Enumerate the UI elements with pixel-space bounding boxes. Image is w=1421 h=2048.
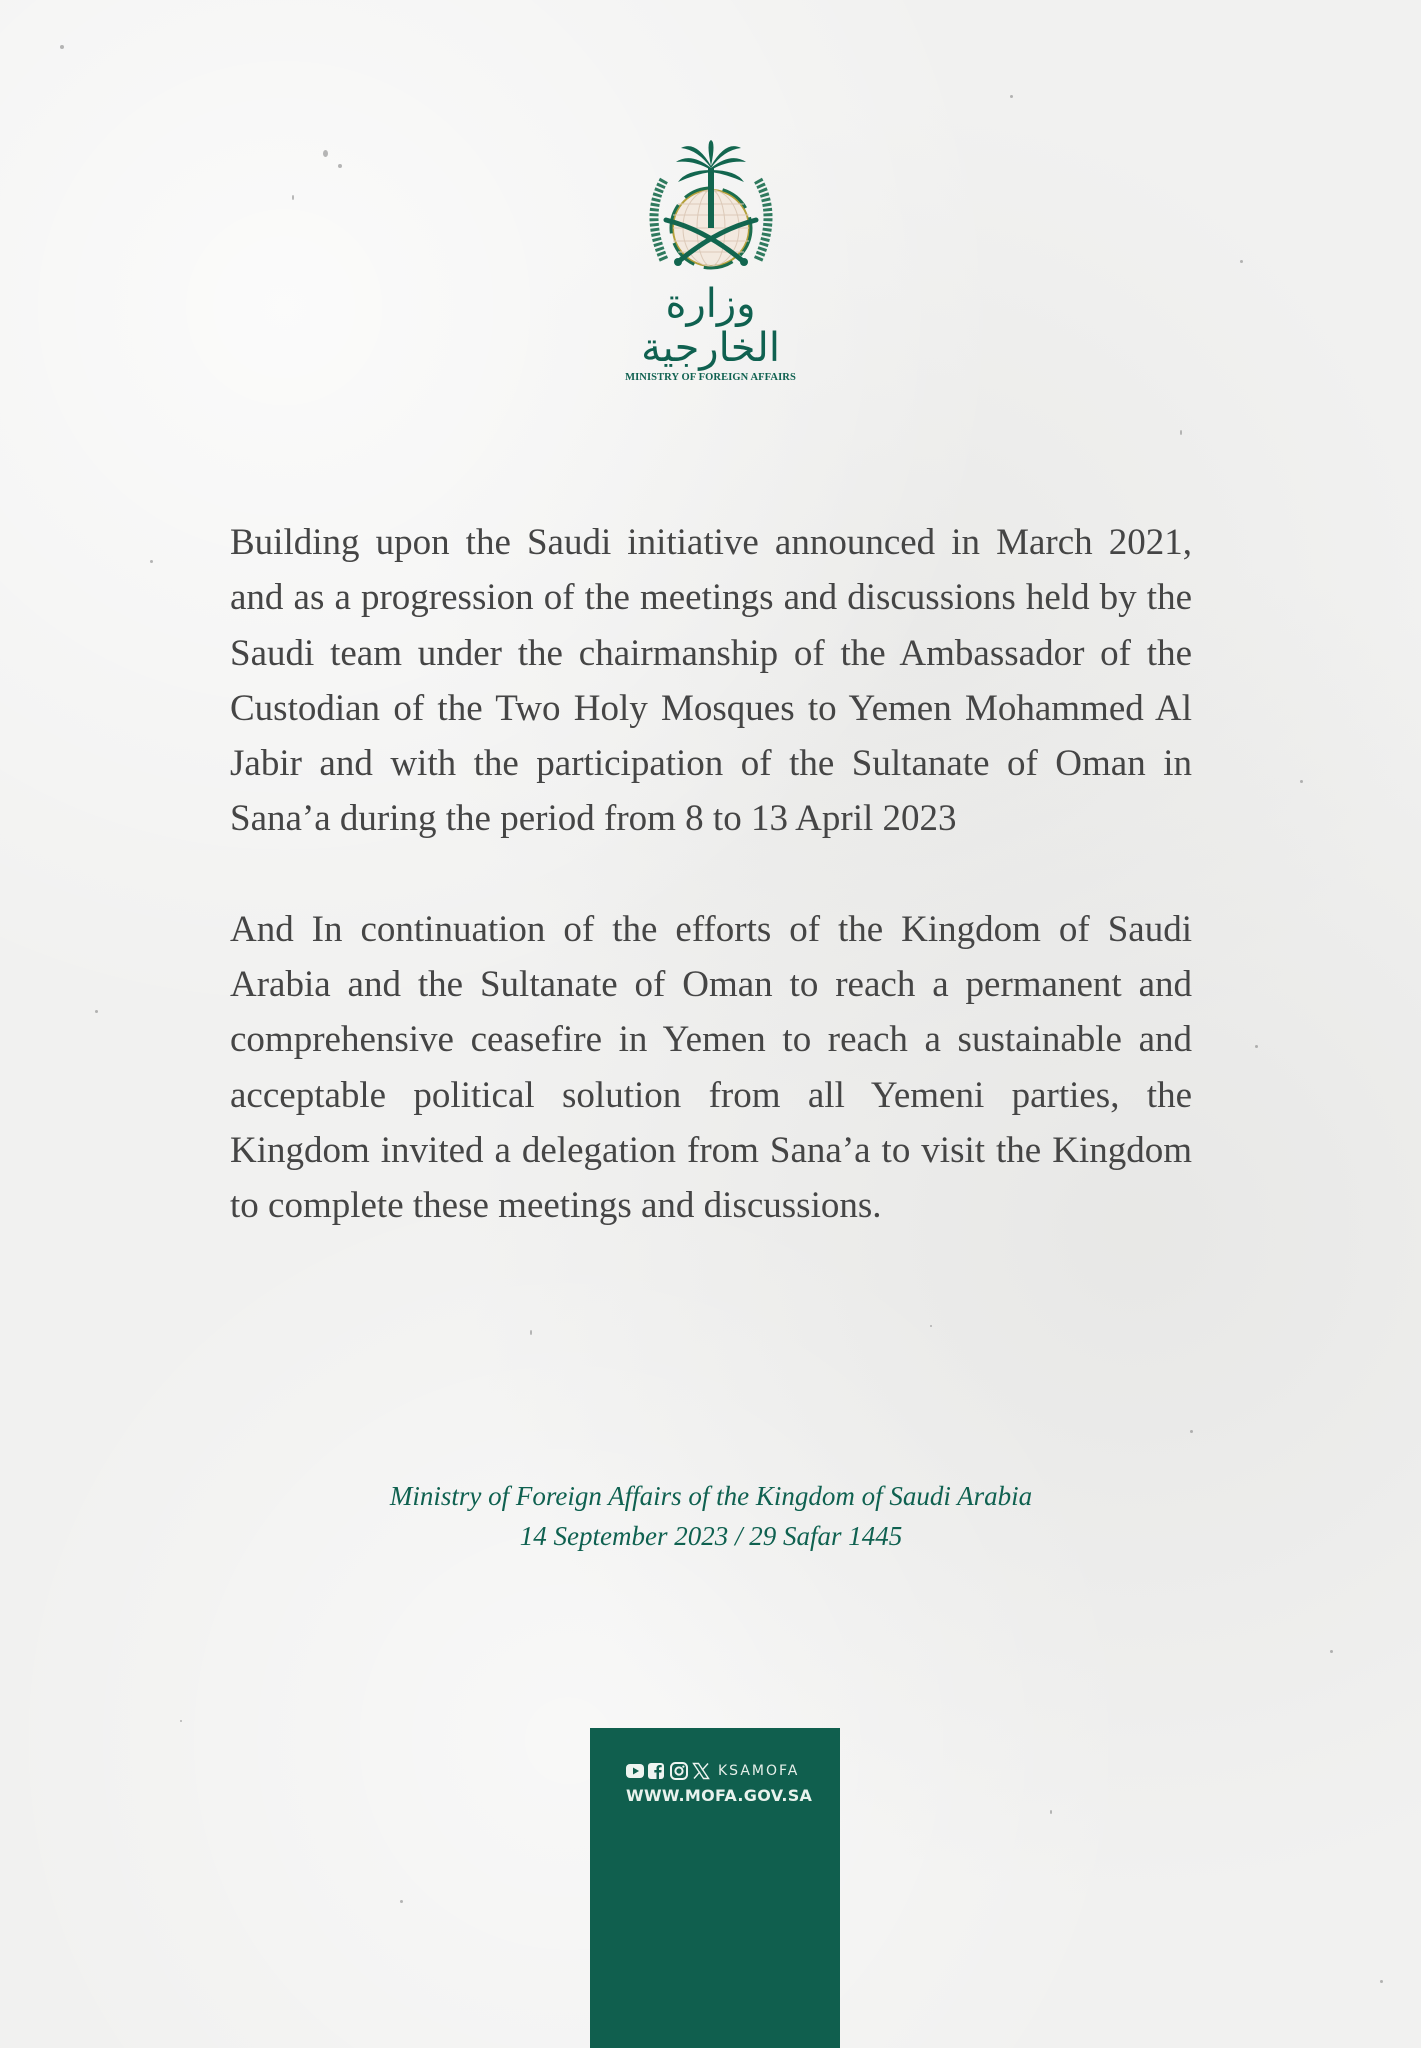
- statement-body: [230, 515, 1192, 1234]
- facebook-icon[interactable]: [648, 1762, 666, 1780]
- ministry-logo: [600, 140, 821, 383]
- footer-contact-block: [590, 1728, 840, 2048]
- emblem-icon: [636, 140, 786, 280]
- social-links: [626, 1762, 799, 1780]
- ministry-arabic-name: وزارة الخارجية: [641, 281, 780, 371]
- paragraph: And In continuation of the efforts of the Kingdom of Saudi Arabia and the Sultanate of Oman to reach a permanent and comprehensive ceasefire in Yemen to reach a sustainable and acceptable political solution from all Yemeni parties, the Kingdom invited a delegation from Sana’a to visit the Kingdom to complete these meetings and discussions.: [230, 908, 1192, 1227]
- signature-block: [230, 1476, 1192, 1556]
- ministry-english-name: MINISTRY OF FOREIGN AFFAIRS: [625, 372, 796, 383]
- paragraph: Building upon the Saudi initiative announced in March 2021, and as a progression of the meetings and discussions held by the Saudi team under the chairmanship of the Ambassador of the Custodian of the Two Holy Mosques to Yemen Mohammed Al Jabir and with the participation of the Sultanate of Oman in Sana’a during the period from 8 to 13 April 2023: [230, 522, 1192, 840]
- instagram-icon[interactable]: [670, 1762, 688, 1780]
- website-link[interactable]: WWW.MOFA.GOV.SA: [626, 1786, 813, 1805]
- x-icon[interactable]: [692, 1762, 710, 1780]
- issue-date: 14 September 2023 / 29 Safar 1445: [519, 1521, 903, 1551]
- issuer-name: Ministry of Foreign Affairs of the Kingdom of Saudi Arabia: [389, 1481, 1033, 1511]
- social-handle[interactable]: KSAMOFA: [718, 1763, 800, 1779]
- youtube-icon[interactable]: [626, 1762, 644, 1780]
